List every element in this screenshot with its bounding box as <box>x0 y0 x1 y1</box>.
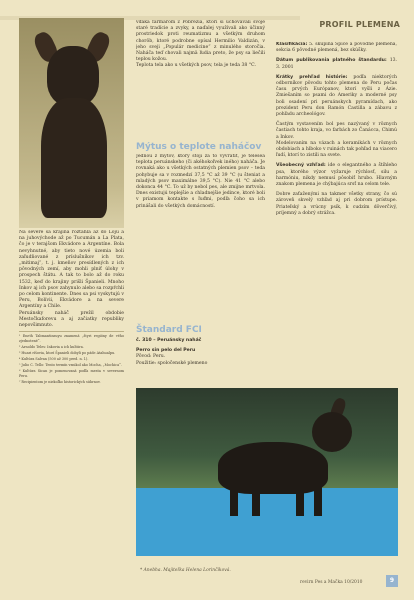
standard-origin: Pôvod: Peru. <box>136 354 166 360</box>
date-label: Dátum publikovania platného štandardu: <box>276 58 387 64</box>
dog-leg <box>252 484 260 516</box>
dog-portrait-photo <box>19 18 124 228</box>
paragraph: Teplota tela ako u všetkých psov, tela je teda 38 °C. <box>136 63 256 69</box>
look-text: ide o elegantného a štíhleho psa, ktorého výzor vyžaruje rýchlosť, silu a harmóniu, nikdy nemusí pôsobiť hrubo. Hlavným znakom plemena je chýbajúca srsť na celom tele. <box>276 163 397 188</box>
footnote: ⁷ Recipientom je niekoľko historických súhrnov. <box>19 380 101 385</box>
classification-text: 5. skupina Špice a pôvodné plemená, sekcia 6 pôvodné plemená, bez skúšky. <box>276 42 397 54</box>
history-label: Krátky prehľad histórie: <box>276 74 348 80</box>
paragraph: Peruánsky naháč prežil obdobie Mestočkaforevu a aj začiatky republiky nepovšimnuto. <box>19 310 124 329</box>
paragraph: Dobre zaťaženými na takmer všetky strany, čo sú zároveň skvelý vzhľad aj pri dobrom prístupe. Priateľský a vrúcny psík, k cudzím dôverčivý, príjemný a dobrý strážca. <box>276 192 397 216</box>
look-label: Všeobecný vzhľad: <box>276 163 326 169</box>
classification-label: Klasifikácia: <box>276 42 308 47</box>
page-number: 9 <box>386 575 398 587</box>
heading-temperature-myth: Mýtus o teplote naháčov <box>136 142 262 152</box>
temperature-paragraph: Jednou z mýtov, ktorý stojí za to vyvrátiť, je teleseá teplota peruánskeho (či akéhokoľvek iného) naháča. Je rovnaká ako u všetkých ostatných plemien psov – teda pohybuje sa v rozmedzí 37,5 °C až 39 °C (u šteniat a mladých psov maximálne 39,5 °C). Nie 41 °C alebo dokonca 44 °C. To už by nebol pes, ale zmijne mrtvola. Dnes existujú teplejšie a chladnejšie jedince, ktoré boli v priamom kontakte s ľuďmi, podľa čoho sa ich prinášali do všetkých domácností. <box>136 154 265 209</box>
article-column-2 <box>136 20 265 138</box>
history-text: podľa niektorých odborníkov pôvodu tohto plemena do Peru počas času prvých Európanov, ktorí vyšli z Ázie. Zmiešaním so psami do Ameriky a moderné psy boli osadení pri peruánskych pyramídach, ako prezident Peru don Ramón Castilla a zábavu z pohľadu archeológov. <box>276 74 397 118</box>
article-column-1 <box>19 230 124 560</box>
footnote: ⁶ Kultúra Sican je pomenovaná podľa mesta v severnom Peru. <box>19 369 124 379</box>
pool-water <box>136 488 398 556</box>
standard-name: Perro sin pelo del Peru <box>136 348 196 354</box>
paragraph: vďaka farmárom z Pobrežia, ktorí si uchovávali svoje staré tradície a zvyky, a naďalej využívali ako účinný prostriedok proti reumatizmu a všetkým druhom chorôb, ktoré podrobne opísal Hermilio Valdizán, v jeho sveji „Populár medicine“ z minulého storočia. Naháča teď chovali najmä ľudia preto, že psy sa liečili teplou kožou. <box>136 20 265 63</box>
section-title: PROFIL PLEMENA <box>319 20 400 29</box>
date-text: 13. 3. 2001 <box>276 58 397 70</box>
dog-body <box>41 98 107 218</box>
footnote: ³ Huari ríšovia, ktorí Španieli dobyli po páde Atahualpu. <box>19 351 116 356</box>
article-column-3 <box>276 42 397 342</box>
dog-leg <box>314 484 322 516</box>
photo-caption: * Anebha. Majiteľka Helena Lorinčíková. <box>140 568 231 573</box>
heading-fci-standard: Štandard FCI <box>136 325 202 335</box>
dog-pool-photo <box>136 388 398 556</box>
standard-block <box>136 338 265 367</box>
footnote: ⁵ Julio C. Tello: Tento termín vznikol ako Mocha, „Mochica“. <box>19 363 122 368</box>
standard-use: Použitie: spoločenské plemeno <box>136 360 208 366</box>
footnotes <box>19 331 124 385</box>
dog-leg <box>296 484 304 516</box>
magazine-footer: revirn Pes a Mačka 10/2010 <box>300 580 363 585</box>
dog-leg <box>230 484 238 516</box>
paragraph: Modelovaním na vázach a keramikách v rôznych obdobiach a hlboko v ruinách tak pohľad na viacero ľudí, ktorí to zistili na svete. <box>276 140 397 159</box>
footnote: ⁴ Kultúra Salvan (500 až 300 pred. n. l.). <box>19 357 89 362</box>
dog-head <box>47 46 99 106</box>
footnote: ¹ Eneth Tabmantinsuyu znamená „štyri regióny de vého zjednotené“. <box>19 334 124 344</box>
paragraph: Na severe sa krajina rozťahla až do Lojú a na juhovýchode až po Tucumán a La Plata, čo je v terajšom Ekvádore a Argentíne. Bola nevyhnutné, aby tieto nové územia boli zaľudňované z príslušníkov ich tzv. „mitimaj“, t. j. kmeňov presídlených z ich pôvodných zemí, aby mohli plniť úlohy v prospech štátu. A tak to bolo až do roku 1532, keď do krajiny prišli Španieli. Mnoho Inkov aj ich psov zahynulo alebo sa rozpŕchli po celom kontinente. Dnes sa psi vyskytujú v Peru, Bolívii, Ekvádore a na severe Argentíny a Chile. <box>19 230 124 310</box>
footnote: ² Arnoldo Teles: Inkovia a ich kultúra. <box>19 345 84 350</box>
dog-head <box>312 412 352 452</box>
standard-number: č. 310 – Peruánsky naháč <box>136 338 202 343</box>
paragraph: Častým vystavením bol pes nazývaný v rôznych častiach tohto kraja, vo farbách zo Čanácca, Chimú a Inkov. <box>276 122 397 140</box>
